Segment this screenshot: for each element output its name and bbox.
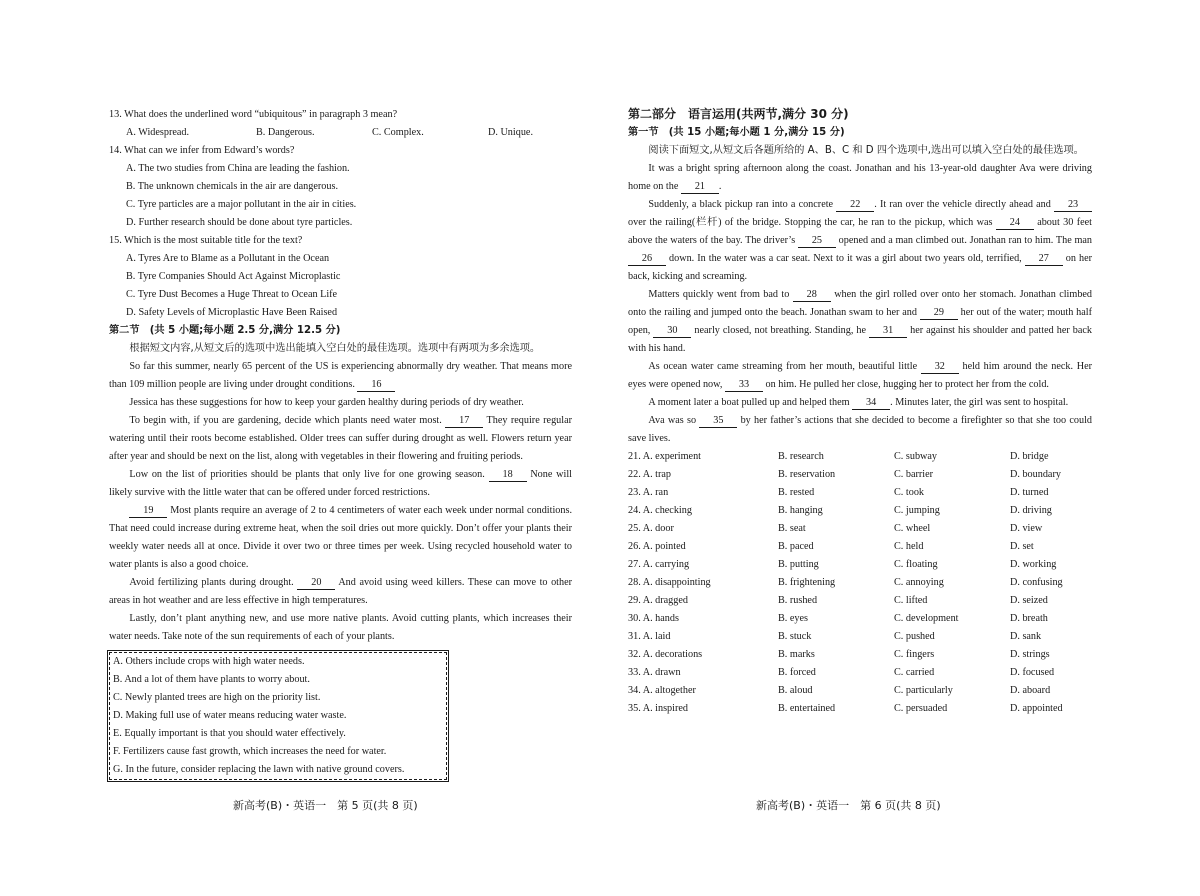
option-a: 31. A. laid bbox=[628, 631, 671, 642]
paragraph-text: A moment later a boat pulled up and helped them bbox=[648, 397, 850, 408]
options-row-27 bbox=[628, 556, 1092, 574]
option-b: B. forced bbox=[778, 667, 816, 678]
paragraph-text: So far this summer, nearly 65 percent of the US is experiencing abnormally dry weather. That means more than 109 million people are living under drought conditions. bbox=[109, 361, 572, 390]
paragraph-text: by her father’s actions that she decided to become a firefighter so that she too could save lives. bbox=[628, 415, 1093, 444]
option-a: 34. A. altogether bbox=[628, 685, 696, 696]
options-row-31 bbox=[628, 628, 1092, 646]
option-a: 29. A. dragged bbox=[628, 595, 688, 606]
paragraph-text: Low on the list of priorities should be plants that only live for one growing season. bbox=[129, 469, 485, 480]
page-footer-right: 新高考(B)・英语一 第 6 页(共 8 页) bbox=[756, 799, 941, 812]
paragraph-text: her out of the water; mouth half open, bbox=[628, 307, 1092, 336]
passage-paragraph: Lastly, don’t plant anything new, and use more native plants. Avoid cutting plants, which increases their water needs. Take note of the sun requirements of each of your plants. bbox=[109, 613, 572, 642]
blank-32: 32 bbox=[921, 361, 959, 374]
option-a: 25. A. door bbox=[628, 523, 674, 534]
option-a: 23. A. ran bbox=[628, 487, 669, 498]
paragraph-text: on him. He pulled her close, hugging her to protect her from the cold. bbox=[765, 379, 1049, 390]
options-row bbox=[109, 124, 572, 142]
options-row-35 bbox=[628, 700, 1092, 718]
paragraph-text: . It ran over the vehicle directly ahead and bbox=[874, 199, 1051, 210]
part-heading: 第二部分 语言运用(共两节,满分 30 分) bbox=[628, 107, 849, 121]
option-a: 21. A. experiment bbox=[628, 451, 701, 462]
option-d: D. confusing bbox=[1010, 577, 1063, 588]
section-heading: 第一节 (共 15 小题;每小题 1 分,满分 15 分) bbox=[628, 127, 845, 138]
blank-31: 31 bbox=[869, 325, 907, 338]
option-b: B. stuck bbox=[778, 631, 812, 642]
options-row-32 bbox=[628, 646, 1092, 664]
option-d: D. Safety Levels of Microplastic Have Been Raised bbox=[126, 307, 338, 318]
paragraph-text: when the girl rolled over onto her stomach. Jonathan climbed onto the railing and jumped onto the beach. Jonathan swam to her and bbox=[628, 289, 1093, 318]
question-stem: 15. Which is the most suitable title for the text? bbox=[109, 235, 303, 246]
question-13 bbox=[109, 106, 572, 142]
passage-paragraph: Jessica has these suggestions for how to keep your garden healthy during periods of dry weather. bbox=[129, 397, 524, 408]
option-c: C. subway bbox=[894, 451, 938, 462]
blank-16: 16 bbox=[357, 379, 395, 392]
paragraph-text: over the railing(栏杆) of the bridge. Stopping the car, he ran to the pickup, which was bbox=[628, 217, 993, 228]
option-c: C. Tyre particles are a major pollutant in the air in cities. bbox=[126, 199, 357, 210]
option-c: C. persuaded bbox=[894, 703, 948, 714]
option-a: 22. A. trap bbox=[628, 469, 672, 480]
option-b: B. eyes bbox=[778, 613, 808, 624]
option-b: B. frightening bbox=[778, 577, 836, 588]
option-c: C. jumping bbox=[894, 505, 940, 516]
option-d: D. strings bbox=[1010, 649, 1050, 660]
passage-paragraph bbox=[109, 502, 572, 574]
options-row-24 bbox=[628, 502, 1092, 520]
option-a: 28. A. disappointing bbox=[628, 577, 711, 588]
option-c: C. Tyre Dust Becomes a Huge Threat to Ocean Life bbox=[126, 289, 338, 300]
option-b: B. rushed bbox=[778, 595, 818, 606]
option-b: B. Dangerous. bbox=[256, 127, 315, 138]
options-row-29 bbox=[628, 592, 1092, 610]
option-d: D. view bbox=[1010, 523, 1043, 534]
paragraph-text: And avoid using weed killers. These can move to other areas in hot weather and are less effective in high temperatures. bbox=[109, 577, 573, 606]
option-b: B. hanging bbox=[778, 505, 823, 516]
passage-paragraph: It was a bright spring afternoon along the coast. Jonathan and his 13-year-old daughter Ava were driving home on the 21 . bbox=[628, 163, 1092, 192]
blank-19: 19 bbox=[129, 505, 167, 518]
option-b: B. seat bbox=[778, 523, 806, 534]
option-d: D. aboard bbox=[1010, 685, 1051, 696]
blank-30: 30 bbox=[653, 325, 691, 338]
box-option-g: G. In the future, consider replacing the lawn with native ground covers. bbox=[113, 764, 405, 775]
page-footer-left: 新高考(B)・英语一 第 5 页(共 8 页) bbox=[233, 799, 418, 812]
option-d: D. set bbox=[1010, 541, 1034, 552]
paragraph-text: They require regular watering until their roots become established. Older trees can suffer during drought as well. Flowers return year after year and should be next on the list, along with vegetables in their flowering and fruiting periods. bbox=[109, 415, 572, 462]
option-a: 27. A. carrying bbox=[628, 559, 690, 570]
passage-paragraph bbox=[628, 358, 1092, 394]
passage-paragraph bbox=[628, 394, 1092, 412]
option-a: A. Tyres Are to Blame as a Pollutant in the Ocean bbox=[126, 253, 330, 264]
option-b: B. entertained bbox=[778, 703, 836, 714]
passage-paragraph bbox=[109, 466, 572, 502]
blank-20: 20 bbox=[297, 577, 335, 590]
paragraph-text: Suddenly, a black pickup ran into a concrete bbox=[648, 199, 834, 210]
option-c: C. pushed bbox=[894, 631, 935, 642]
option-a: A. The two studies from China are leading the fashion. bbox=[126, 163, 350, 174]
box-option-c: C. Newly planted trees are high on the priority list. bbox=[113, 692, 321, 703]
passage-paragraph bbox=[109, 358, 572, 394]
paragraph-text: down. In the water was a car seat. Next to it was a girl about two years old, terrified, bbox=[669, 253, 1022, 264]
option-c: C. development bbox=[894, 613, 959, 624]
blank-21: 21 bbox=[681, 181, 719, 194]
passage-paragraph bbox=[628, 196, 1092, 286]
option-d: D. driving bbox=[1010, 505, 1052, 516]
option-c: C. floating bbox=[894, 559, 938, 570]
option-b: B. Tyre Companies Should Act Against Microplastic bbox=[126, 271, 341, 282]
options-row-34 bbox=[628, 682, 1092, 700]
passage-paragraph bbox=[109, 412, 572, 466]
option-d: D. Unique. bbox=[488, 127, 533, 138]
section-instruction: 根据短文内容,从短文后的选项中选出能填入空白处的最佳选项。选项中有两项为多余选项。 bbox=[129, 343, 541, 354]
option-d: D. focused bbox=[1010, 667, 1055, 678]
option-c: C. lifted bbox=[894, 595, 928, 606]
option-a: 30. A. hands bbox=[628, 613, 679, 624]
option-d: D. boundary bbox=[1010, 469, 1061, 480]
option-a: 32. A. decorations bbox=[628, 649, 703, 660]
blank-18: 18 bbox=[489, 469, 527, 482]
paragraph-text: Ava was so bbox=[648, 415, 697, 426]
blank-26: 26 bbox=[628, 253, 666, 266]
option-a: 33. A. drawn bbox=[628, 667, 681, 678]
option-b: B. rested bbox=[778, 487, 815, 498]
blank-27: 27 bbox=[1025, 253, 1063, 266]
option-d: D. sank bbox=[1010, 631, 1042, 642]
option-b: B. aloud bbox=[778, 685, 813, 696]
section-heading: 第二节 (共 5 小题;每小题 2.5 分,满分 12.5 分) bbox=[109, 325, 341, 336]
section-instruction: 阅读下面短文,从短文后各题所给的 A、B、C 和 D 四个选项中,选出可以填入空白处的最佳选项。 bbox=[648, 145, 1084, 156]
blank-24: 24 bbox=[996, 217, 1034, 230]
options-box bbox=[109, 652, 447, 780]
options-row-25 bbox=[628, 520, 1092, 538]
options-row-30 bbox=[628, 610, 1092, 628]
option-c: C. Complex. bbox=[372, 127, 424, 138]
question-stem: 13. What does the underlined word “ubiquitous” in paragraph 3 mean? bbox=[109, 109, 398, 120]
option-d: D. bridge bbox=[1010, 451, 1049, 462]
right-page bbox=[628, 104, 1092, 718]
passage-paragraph bbox=[628, 412, 1092, 448]
paragraph-text: on her back, kicking and screaming. bbox=[628, 253, 1093, 282]
option-a: A. Widespread. bbox=[126, 127, 190, 138]
option-c: C. carried bbox=[894, 667, 935, 678]
blank-29: 29 bbox=[920, 307, 958, 320]
paragraph-text: Most plants require an average of 2 to 4 centimeters of water each week under normal conditions. That need could increase during extreme heat, when the soil dries out more quickly. Don’t offer your plants their weekly water needs all at once. Divide it over two or three times per week. Using recycled household water to water plants is also a good choice. bbox=[109, 505, 573, 570]
question-14 bbox=[109, 142, 572, 232]
option-a: 35. A. inspired bbox=[628, 703, 688, 714]
option-c: C. held bbox=[894, 541, 924, 552]
options-row-23 bbox=[628, 484, 1092, 502]
paragraph-text: None will likely survive with the little water that can be offered under forced restrictions. bbox=[109, 469, 572, 498]
option-c: C. wheel bbox=[894, 523, 931, 534]
paragraph-text: To begin with, if you are gardening, decide which plants need water most. bbox=[129, 415, 442, 426]
blank-23: 23 bbox=[1054, 199, 1092, 212]
options-row-33 bbox=[628, 664, 1092, 682]
options-row-22 bbox=[628, 466, 1092, 484]
blank-22: 22 bbox=[836, 199, 874, 212]
option-b: B. The unknown chemicals in the air are dangerous. bbox=[126, 181, 338, 192]
blank-25: 25 bbox=[798, 235, 836, 248]
option-b: B. research bbox=[778, 451, 824, 462]
left-page bbox=[109, 106, 572, 780]
options-table bbox=[628, 448, 1092, 718]
paragraph-text: Avoid fertilizing plants during drought. bbox=[129, 577, 294, 588]
paragraph-text: held him around the neck. Her eyes were opened now, bbox=[628, 361, 1093, 390]
option-d: D. breath bbox=[1010, 613, 1048, 624]
option-b: B. marks bbox=[778, 649, 815, 660]
option-b: B. paced bbox=[778, 541, 814, 552]
blank-35: 35 bbox=[699, 415, 737, 428]
option-d: D. turned bbox=[1010, 487, 1049, 498]
blank-28: 28 bbox=[793, 289, 831, 302]
paragraph-text: nearly closed, not breathing. Standing, he bbox=[694, 325, 867, 336]
paragraph-text: about 30 feet above the waters of the bay. The driver’s bbox=[628, 217, 1092, 246]
option-b: B. reservation bbox=[778, 469, 836, 480]
box-option-a: A. Others include crops with high water needs. bbox=[113, 656, 305, 667]
blank-17: 17 bbox=[445, 415, 483, 428]
option-c: C. took bbox=[894, 487, 925, 498]
paragraph-text: As ocean water came streaming from her mouth, beautiful little bbox=[648, 361, 918, 372]
option-d: D. appointed bbox=[1010, 703, 1063, 714]
option-c: C. annoying bbox=[894, 577, 944, 588]
options-row-21 bbox=[628, 448, 1092, 466]
option-d: D. working bbox=[1010, 559, 1057, 570]
blank-33: 33 bbox=[725, 379, 763, 392]
option-d: D. seized bbox=[1010, 595, 1048, 606]
options-row-26 bbox=[628, 538, 1092, 556]
option-c: C. particularly bbox=[894, 685, 953, 696]
option-c: C. fingers bbox=[894, 649, 935, 660]
paragraph-text: her against his shoulder and patted her back with his hand. bbox=[628, 325, 1092, 354]
paragraph-text: It was a bright spring afternoon along the coast. Jonathan and his 13-year-old daughter Ava were driving home on the bbox=[628, 163, 1092, 192]
option-a: 24. A. checking bbox=[628, 505, 692, 516]
box-option-f: F. Fertilizers cause fast growth, which increases the need for water. bbox=[113, 746, 387, 757]
box-option-e: E. Equally important is that you should water effectively. bbox=[113, 728, 346, 739]
paragraph-text: . Minutes later, the girl was sent to hospital. bbox=[890, 397, 1069, 408]
option-d: D. Further research should be done about tyre particles. bbox=[126, 217, 353, 228]
blank-34: 34 bbox=[852, 397, 890, 410]
paragraph-text: opened and a man climbed out. Jonathan ran to him. The man bbox=[838, 235, 1092, 246]
passage-paragraph bbox=[109, 574, 572, 610]
box-option-d: D. Making full use of water means reducing water waste. bbox=[113, 710, 347, 721]
option-a: 26. A. pointed bbox=[628, 541, 686, 552]
box-option-b: B. And a lot of them have plants to worry about. bbox=[113, 674, 310, 685]
passage-paragraph bbox=[628, 286, 1092, 358]
paragraph-text: Matters quickly went from bad to bbox=[648, 289, 790, 300]
question-15 bbox=[109, 232, 572, 322]
question-stem: 14. What can we infer from Edward’s words? bbox=[109, 145, 295, 156]
options-row-28 bbox=[628, 574, 1092, 592]
option-b: B. putting bbox=[778, 559, 819, 570]
option-c: C. barrier bbox=[894, 469, 934, 480]
